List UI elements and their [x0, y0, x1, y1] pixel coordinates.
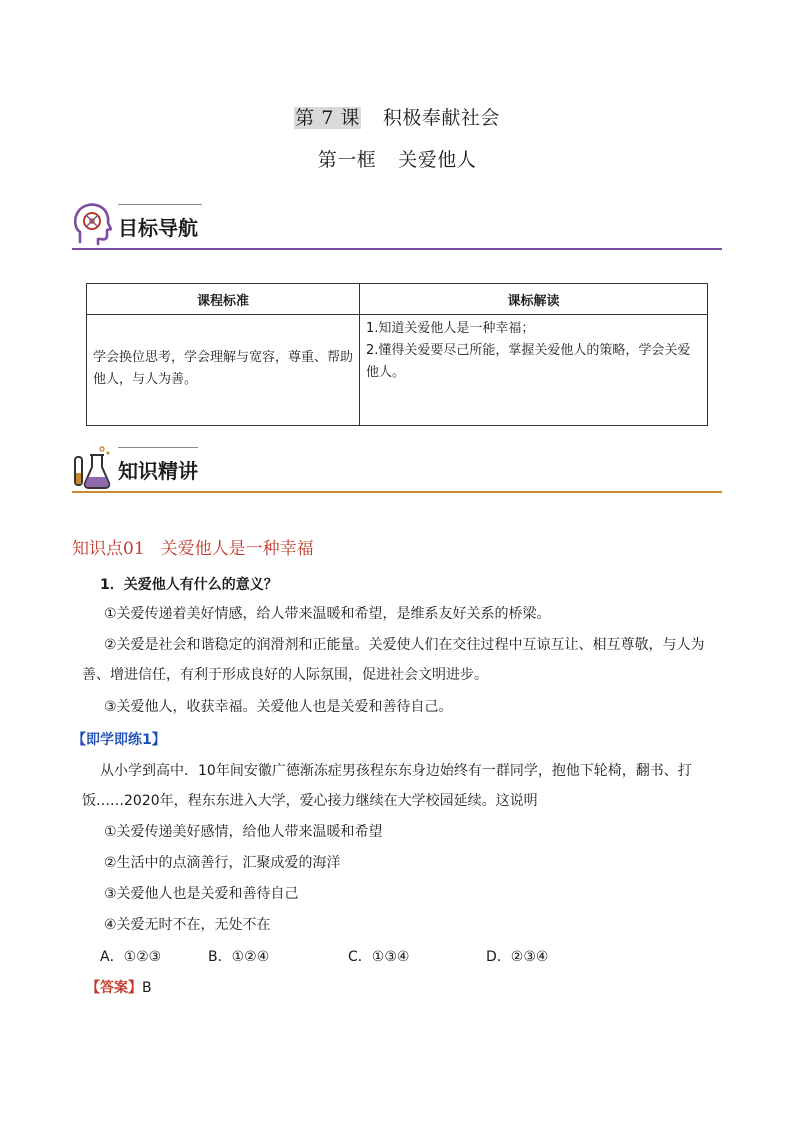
choice-a: A．①②③	[100, 949, 162, 965]
table-header-standard: 课程标准	[87, 284, 360, 315]
answer-line	[86, 977, 152, 997]
table-cell-interpretation	[360, 315, 708, 426]
answer-tag: 【答案】	[86, 980, 142, 996]
question-heading: 1．关爱他人有什么的意义？	[100, 577, 278, 593]
practice-stem: 从小学到高中．10年间安徽广德渐冻症男孩程东东身边始终有一群同学，抱他下轮椅，翻书、打饭……2020年，程东东进入大学，爱心接力继续在大学校园延续。这说明	[82, 763, 692, 809]
lesson-topic: 积极奉献社会	[382, 107, 500, 129]
lesson-title	[0, 103, 794, 130]
section-knowledge-label: 知识精讲	[118, 459, 198, 483]
practice-label: 【即学即练1】	[72, 732, 166, 748]
choice-b: B．①②④	[208, 949, 270, 965]
option-item: ④关爱无时不在，无处不在	[104, 917, 271, 933]
knowledge-point-heading: 关爱他人是一种幸福	[160, 539, 314, 559]
section-goals-topline	[118, 204, 202, 205]
table-row	[87, 315, 708, 426]
option-item: ①关爱传递美好感情，给他人带来温暖和希望	[104, 824, 383, 840]
option-item: ②生活中的点滴善行，汇聚成爱的海洋	[104, 855, 341, 871]
standards-table	[86, 283, 708, 426]
section-knowledge-topline	[118, 447, 198, 448]
option-item: ③关爱他人也是关爱和善待自己	[104, 886, 299, 902]
frame-number: 第一框	[317, 149, 377, 171]
frame-title	[0, 145, 794, 172]
choice-row	[100, 946, 548, 966]
lesson-number: 第 7 课	[295, 107, 360, 129]
knowledge-point-number: 知识点01	[72, 539, 145, 559]
table-header-interpretation: 课标解读	[360, 284, 708, 315]
table-header-row	[87, 284, 708, 315]
interpretation-item: 2.懂得关爱要尽己所能，掌握关爱他人的策略，学会关爱他人。	[366, 343, 691, 380]
section-goals-header	[72, 202, 722, 250]
section-knowledge-rule	[72, 491, 722, 493]
point-item: ②关爱是社会和谐稳定的润滑剂和正能量。关爱使人们在交往过程中互谅互让、相互尊敬，与人为善、增进信任，有利于形成良好的人际氛围，促进社会文明进步。	[82, 637, 705, 683]
point-item: ③关爱他人，收获幸福。关爱他人也是关爱和善待自己。	[104, 699, 453, 715]
lab-flask-icon	[72, 445, 112, 491]
interpretation-item: 1.知道关爱他人是一种幸福；	[366, 321, 535, 336]
answer-value: B	[142, 980, 152, 996]
brain-head-icon	[72, 202, 112, 248]
choice-d: D．②③④	[486, 949, 549, 965]
section-goals-label: 目标导航	[118, 216, 198, 240]
choice-c: C．①③④	[348, 949, 410, 965]
table-cell-standard: 学会换位思考，学会理解与宽容，尊重、帮助他人，与人为善。	[87, 315, 360, 426]
point-item: ①关爱传递着美好情感，给人带来温暖和希望，是维系友好关系的桥梁。	[104, 606, 551, 622]
section-knowledge-header	[72, 445, 722, 493]
section-goals-rule	[72, 248, 722, 250]
frame-topic: 关爱他人	[398, 149, 477, 171]
knowledge-point-title	[72, 534, 314, 559]
